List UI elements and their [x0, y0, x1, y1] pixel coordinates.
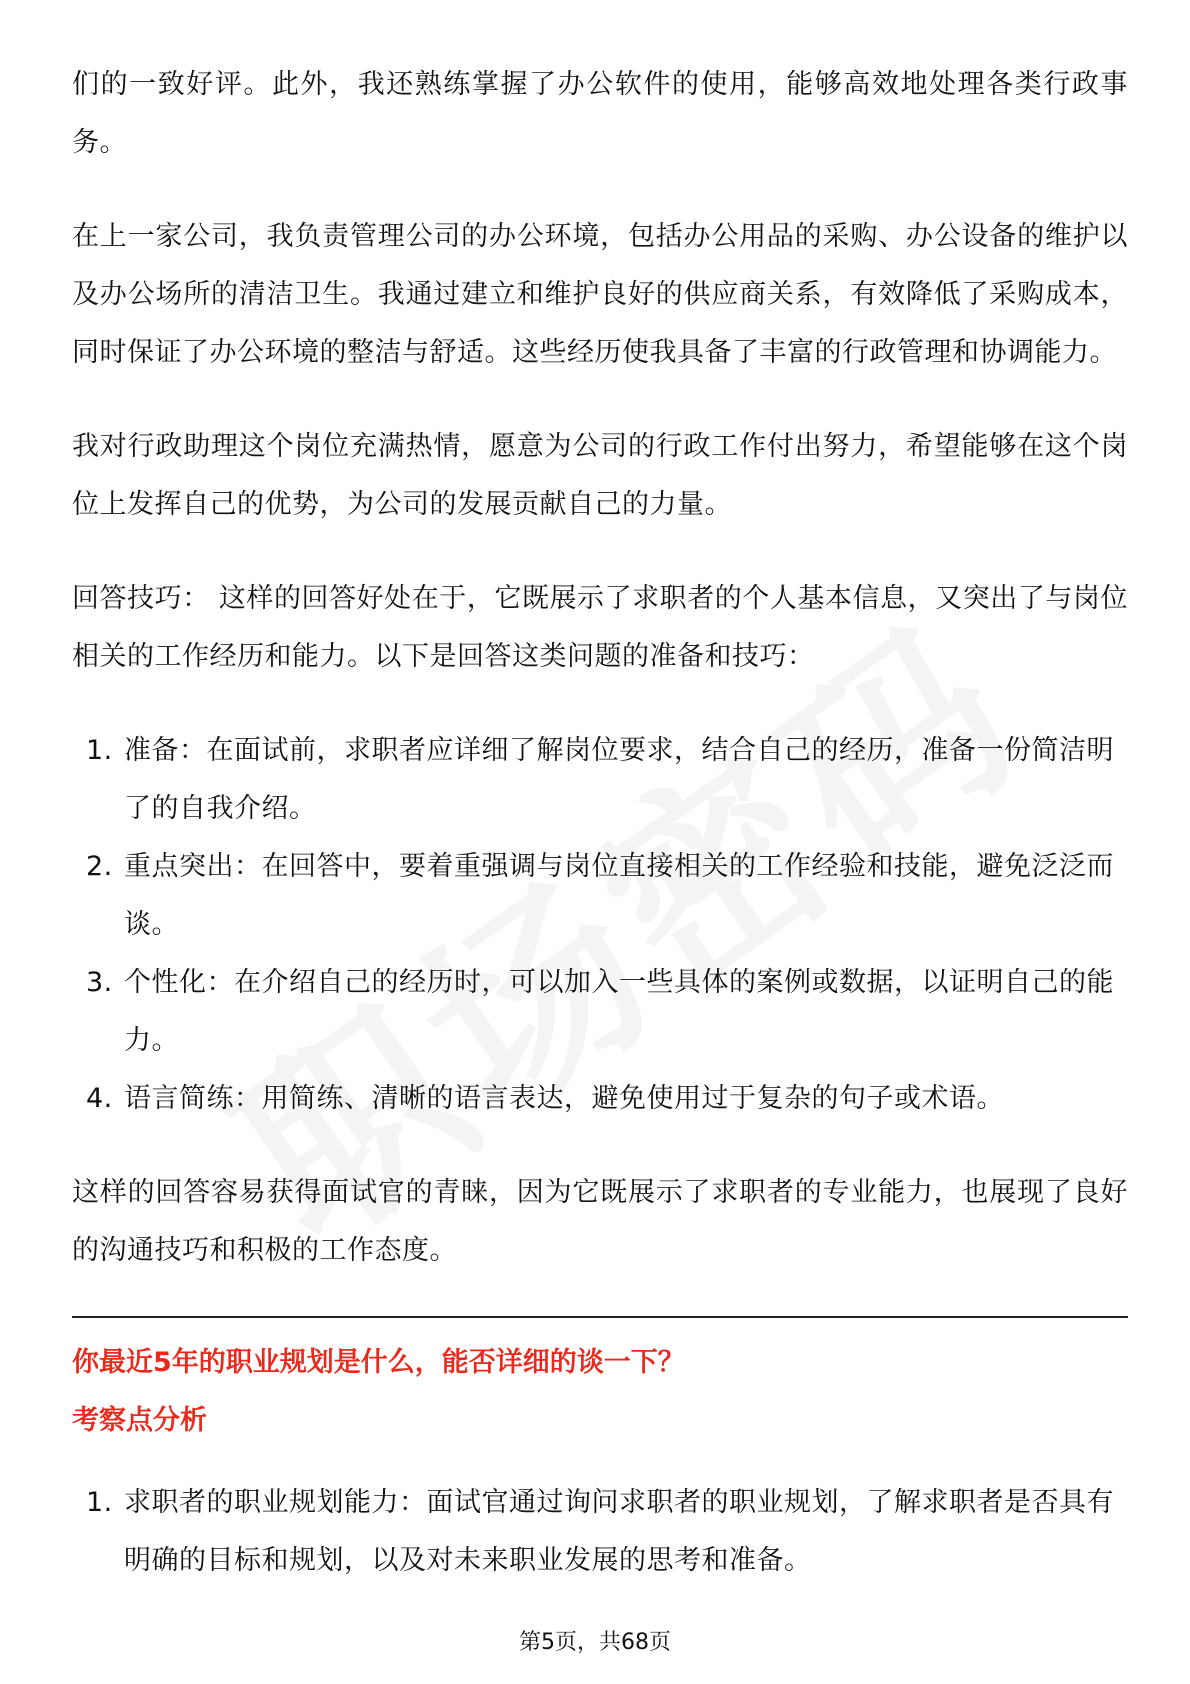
question-subtitle: 考察点分析	[72, 1405, 207, 1436]
question-title: 你最近5年的职业规划是什么，能否详细的谈一下？	[72, 1347, 685, 1378]
list-item-text: 语言简练：用简练、清晰的语言表达，避免使用过于复杂的句子或术语。	[124, 1083, 1004, 1114]
tips-list	[72, 722, 1128, 1128]
analysis-list	[72, 1474, 1128, 1590]
list-item	[72, 838, 1128, 954]
list-number: 4.	[86, 1083, 113, 1114]
paragraph-answer-tips: 回答技巧： 这样的回答好处在于，它既展示了求职者的个人基本信息，又突出了与岗位相关的工作经历和能力。以下是回答这类问题的准备和技巧：	[72, 583, 1128, 672]
paragraph-conclusion: 这样的回答容易获得面试官的青睐，因为它既展示了求职者的专业能力，也展现了良好的沟通技巧和积极的工作态度。	[72, 1177, 1128, 1266]
list-item	[72, 954, 1128, 1070]
list-number: 1.	[86, 735, 113, 766]
list-item	[72, 722, 1128, 838]
list-item-text: 求职者的职业规划能力：面试官通过询问求职者的职业规划，了解求职者是否具有明确的目标和规划，以及对未来职业发展的思考和准备。	[124, 1487, 1114, 1576]
list-item-text: 个性化：在介绍自己的经历时，可以加入一些具体的案例或数据，以证明自己的能力。	[124, 967, 1114, 1056]
paragraph-intro-end: 们的一致好评。此外，我还熟练掌握了办公软件的使用，能够高效地处理各类行政事务。	[72, 69, 1128, 158]
paragraph-previous-company: 在上一家公司，我负责管理公司的办公环境，包括办公用品的采购、办公设备的维护以及办公场所的清洁卫生。我通过建立和维护良好的供应商关系，有效降低了采购成本，同时保证了办公环境的整洁与舒适。这些经历使我具备了丰富的行政管理和协调能力。	[72, 221, 1128, 368]
section-divider	[72, 1316, 1128, 1318]
page-content	[72, 56, 1128, 1626]
list-item-text: 重点突出：在回答中，要着重强调与岗位直接相关的工作经验和技能，避免泛泛而谈。	[124, 851, 1114, 940]
page-footer: 第5页，共68页	[519, 1630, 671, 1655]
list-number: 1.	[86, 1487, 113, 1518]
list-number: 2.	[86, 851, 113, 882]
paragraph-passion: 我对行政助理这个岗位充满热情，愿意为公司的行政工作付出努力，希望能够在这个岗位上发挥自己的优势，为公司的发展贡献自己的力量。	[72, 431, 1128, 520]
list-number: 3.	[86, 967, 113, 998]
list-item-text: 准备：在面试前，求职者应详细了解岗位要求，结合自己的经历，准备一份简洁明了的自我介绍。	[124, 735, 1114, 824]
list-item	[72, 1474, 1128, 1590]
list-item	[72, 1070, 1128, 1128]
